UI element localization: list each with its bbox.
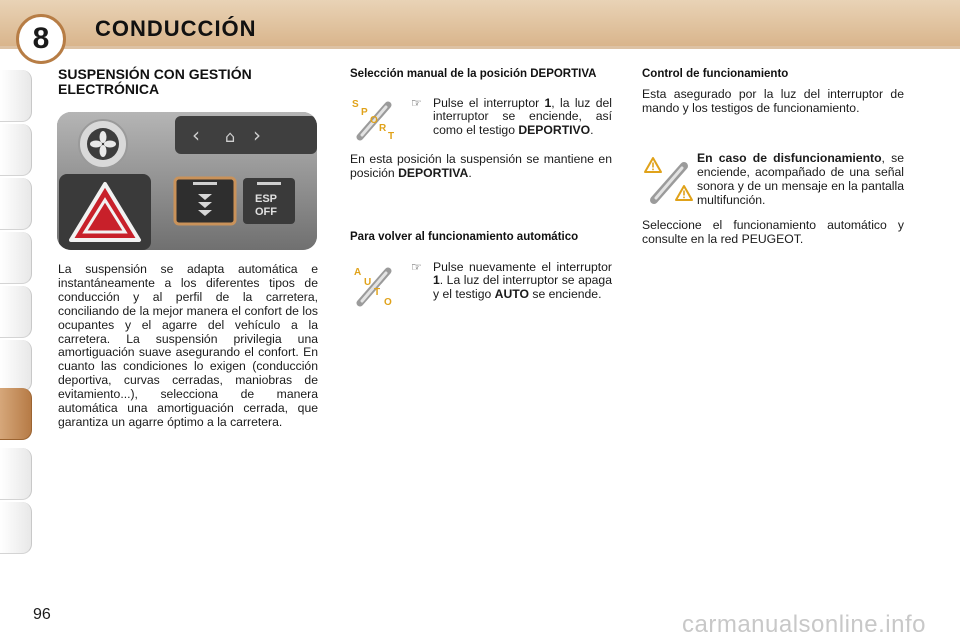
svg-text:⌂: ⌂ [225,127,236,146]
fault-paragraph: En caso de disfuncionamiento, se enciende, acompañado de una señal sonora y de un mensaje en la pantalla multifunción. [697,151,904,207]
sport-letter-o: O [370,115,378,126]
chapter-tab-10[interactable] [0,502,32,554]
sport-letter-t: T [388,131,395,142]
watermark: carmanualsonline.info [682,611,926,638]
sport-indicator-icon [352,97,398,148]
pointing-hand-icon: ☞ [411,260,422,274]
header-divider [0,46,960,49]
chapter-tab-8-active[interactable] [0,388,32,440]
control-title: Control de funcionamiento [642,68,789,80]
sport-letter-p: P [361,107,368,118]
esp-label-line2: OFF [255,206,277,218]
chapter-tab-6[interactable] [0,340,32,392]
chapter-tab-1[interactable] [0,70,32,122]
manual-selection-title: Selección manual de la posición DEPORTIVA [350,68,597,80]
manual-position-paragraph: En esta posición la suspensión se mantiene en posición DEPORTIVA. [350,152,612,180]
auto-letter-u: U [364,277,372,288]
sport-letter-s: S [352,99,359,110]
section-title: SUSPENSIÓN CON GESTIÓN ELECTRÓNICA [58,66,252,97]
svg-text:›: › [253,123,261,147]
auto-step: ☞ Pulse nuevamente el interruptor 1. La luz del interruptor se apaga y el testigo AUTO se enciende. [411,260,612,301]
fault-advice-paragraph: Seleccione el funcionamiento automático y consulte en la red PEUGEOT. [642,218,904,246]
sport-letter-r: R [379,123,387,134]
chapter-title: CONDUCCIÓN [95,16,257,41]
svg-text:‹: ‹ [192,123,200,147]
auto-letter-a: A [354,267,362,278]
chapter-tab-4[interactable] [0,232,32,284]
dashboard-switch-photo [57,112,317,250]
section-description: La suspensión se adapta automática e instantáneamente a los diferentes tipos de conducción y al perfil de la carretera, conciliando de la mejor manera el confort de los ocupantes y el agarre del vehículo a la carretera. La suspensión privilegia una amortiguación suave asegurando el confort. En cuanto las condiciones lo exigen (conducción deportiva, curvas cerradas, maniobras de evitamiento...), selecciona de manera automática una amortiguación cerrada, que garantiza un agarre óptimo a la carretera. [58,262,318,429]
auto-indicator-icon [352,263,398,314]
chapter-tab-5[interactable] [0,286,32,338]
suspension-fault-icon [644,156,694,211]
chapter-tab-9[interactable] [0,448,32,500]
chapter-tab-3[interactable] [0,178,32,230]
page-number: 96 [33,606,51,623]
dashboard-switch-illustration [57,112,317,250]
auto-letter-o: O [384,297,392,308]
chapter-number-badge: 8 [16,14,66,64]
chapter-tabs [0,70,32,575]
manual-step: ☞ Pulse el interruptor 1, la luz del interruptor se enciende, así como el testigo DEPORTIVO. [411,96,612,137]
auto-letter-t: T [374,287,381,298]
pointing-hand-icon: ☞ [411,96,422,110]
control-paragraph: Esta asegurado por la luz del interruptor de mando y los testigos de funcionamiento. [642,87,904,115]
esp-label-line1: ESP [255,193,278,205]
auto-return-title: Para volver al funcionamiento automático [350,231,579,243]
chapter-tab-2[interactable] [0,124,32,176]
